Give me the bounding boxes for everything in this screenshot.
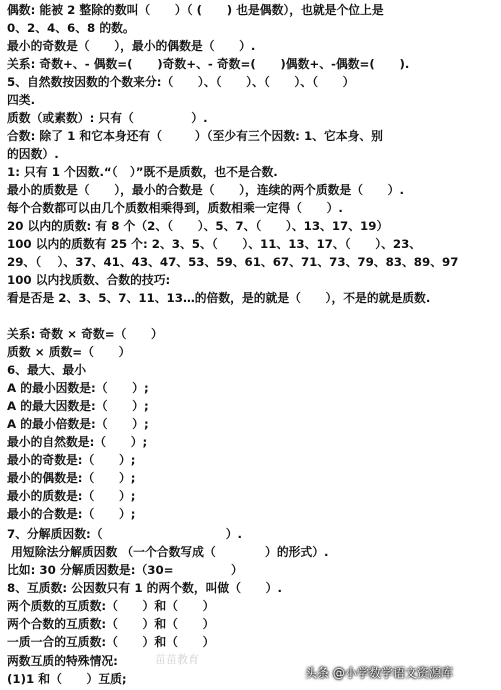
line-33: 两个质数的互质数:（ ）和（ ） <box>7 599 215 613</box>
line-19: 质数 × 质数=（ ） <box>7 345 131 359</box>
line-26: 最小的偶数是:（ ）; <box>7 471 136 485</box>
line-32: 8、互质数: 公因数只有 1 的两个数，叫做（ ）. <box>7 581 282 595</box>
line-23: A 的最小倍数是:（ ）; <box>7 417 149 431</box>
line-04: 关系: 奇数+、- 偶数=( )奇数+、- 奇数=( )偶数+、-偶数=( ). <box>7 57 410 71</box>
line-17: 看是否是 2、3、5、7、11、13…的倍数，是的就是（ ），不是的就是质数. <box>7 291 431 305</box>
line-30: 用短除法分解质因数 （一个合数写成（ ）的形式）. <box>7 545 329 559</box>
line-21: A 的最小因数是:（ ）; <box>7 381 149 395</box>
line-31: 比如: 30 分解质因数是:（30= ） <box>7 563 243 577</box>
line-07: 质数（或素数）: 只有（ ）. <box>7 111 208 125</box>
line-15: 29、（ ）、37、41、43、47、53、59、61、67、71、73、79、83、89、97 <box>7 255 459 269</box>
line-28: 最小的合数是:（ ）; <box>7 507 136 521</box>
line-01: 偶数: 能被 2 整除的数叫（ ）（ ( ) 也是偶数），也就是个位上是 <box>7 3 384 17</box>
line-02: 0、2、4、6、8 的数。 <box>7 21 135 35</box>
line-22: A 的最大因数是:（ ）; <box>7 399 149 413</box>
line-20: 6、最大、最小 <box>7 363 86 377</box>
line-24: 最小的自然数是:（ ）; <box>7 435 148 449</box>
line-14: 100 以内的质数有 25 个: 2、3、5、（ ）、11、13、17、（ ）、23、 <box>7 237 422 251</box>
line-27: 最小的质数是:（ ）; <box>7 489 136 503</box>
line-06: 四类. <box>7 93 36 107</box>
line-35: 一质一合的互质数:（ ）和（ ） <box>7 635 215 649</box>
line-16: 100 以内找质数、合数的技巧: <box>7 273 171 287</box>
source-credit: 头条 @小学数学语文资源库 <box>305 666 453 680</box>
line-10: 1: 只有 1 个因数.“（ ）”既不是质数，也不是合数. <box>7 165 278 179</box>
line-09: 的因数）. <box>7 147 59 161</box>
line-36: 两数互质的特殊情况: <box>7 654 118 668</box>
line-37: (1)1 和（ ）互质; <box>7 672 127 686</box>
line-18: 关系: 奇数 × 奇数=（ ） <box>7 327 163 341</box>
line-08: 合数: 除了 1 和它本身还有（ ）（至少有三个因数: 1、它本身、别 <box>7 129 383 143</box>
line-25: 最小的奇数是:（ ）; <box>7 453 136 467</box>
line-11: 最小的质数是（ ），最小的合数是（ ），连续的两个质数是（ ）. <box>7 183 404 197</box>
line-29: 7、分解质因数:（ ）. <box>7 527 242 541</box>
line-34: 两个合数的互质数:（ ）和（ ） <box>7 617 215 631</box>
line-05: 5、自然数按因数的个数来分:（ ）、（ ）、（ ）、（ ） <box>7 75 355 89</box>
line-03: 最小的奇数是（ ），最小的偶数是（ ）. <box>7 39 256 53</box>
line-12: 每个合数都可以由几个质数相乘得到，质数相乘一定得（ ）. <box>7 201 343 215</box>
watermark-text: 苗苗教育 <box>155 653 199 666</box>
line-13: 20 以内的质数: 有 8 个（2、（ ）、5、7、（ ）、13、17、19） <box>7 219 389 233</box>
